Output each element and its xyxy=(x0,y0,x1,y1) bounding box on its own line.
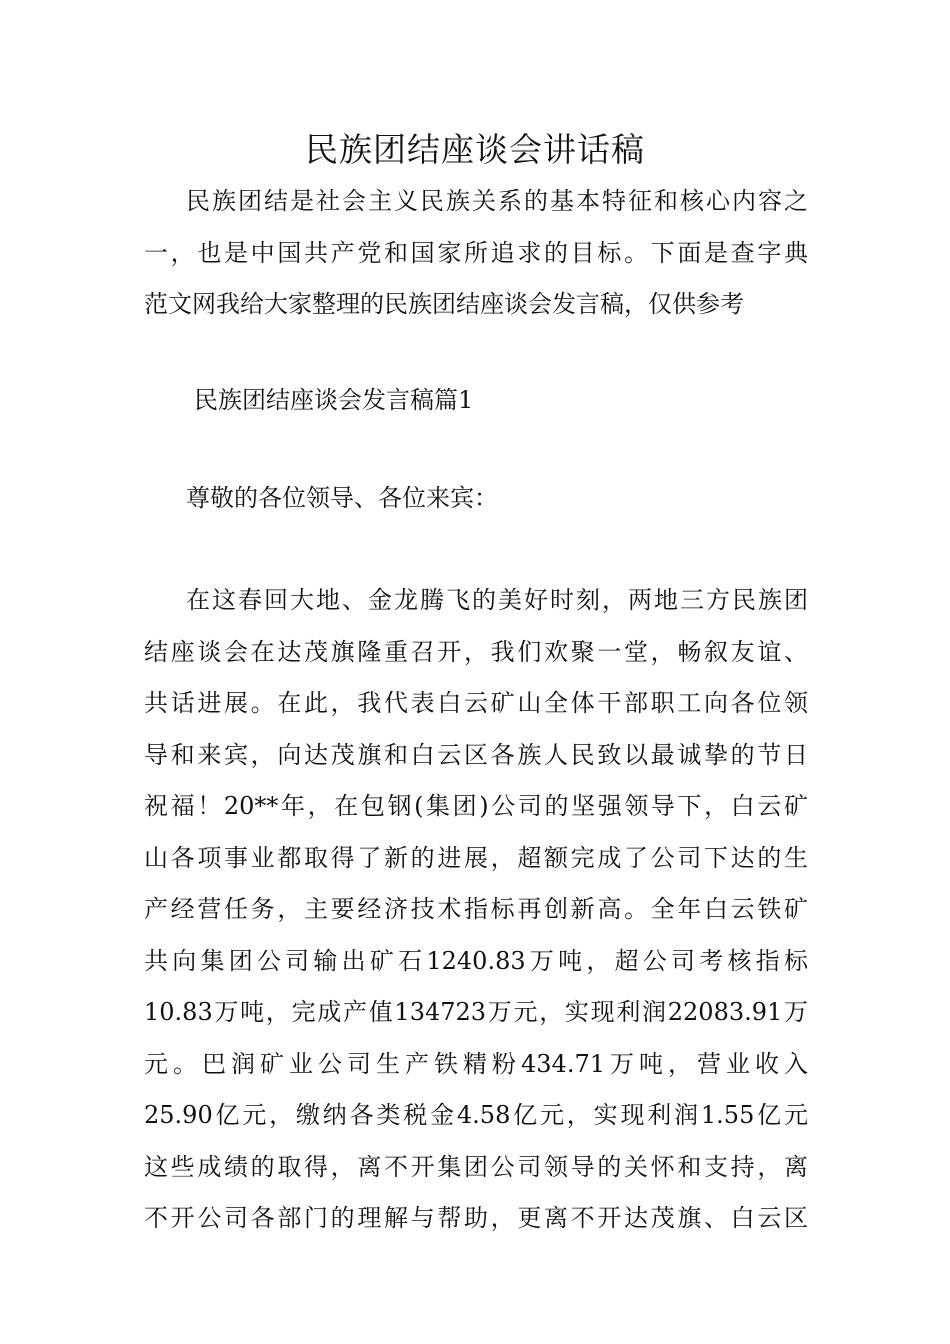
intro-line: 一，也是中国共产党和国家所追求的目标。下面是查字典 xyxy=(144,238,808,267)
body-line: 祝福！20**年，在包钢(集团)公司的坚强领导下，白云矿 xyxy=(144,792,808,820)
body-line: 山各项事业都取得了新的进展，超额完成了公司下达的生 xyxy=(144,843,808,872)
greeting-line: 尊敬的各位领导、各位来宾： xyxy=(186,484,498,512)
body-line: 在这春回大地、金龙腾飞的美好时刻，两地三方民族团 xyxy=(186,586,808,614)
body-paragraph xyxy=(144,575,808,1245)
body-line: 这些成绩的取得，离不开集团公司领导的关怀和支持，离 xyxy=(144,1152,808,1181)
body-line: 不开公司各部门的理解与帮助，更离不开达茂旗、白云区 xyxy=(144,1204,808,1232)
body-line: 共向集团公司输出矿石1240.83万吨，超公司考核指标 xyxy=(144,946,808,975)
document-title: 民族团结座谈会讲话稿 xyxy=(305,130,645,169)
section-heading: 民族团结座谈会发言稿篇1 xyxy=(194,386,474,414)
body-line: 导和来宾，向达茂旗和白云区各族人民致以最诚挚的节日 xyxy=(144,740,808,769)
body-line: 25.90亿元，缴纳各类税金4.58亿元，实现利润1.55亿元 xyxy=(144,1101,808,1129)
intro-line: 民族团结是社会主义民族关系的基本特征和核心内容之 xyxy=(186,187,808,215)
body-line: 共话进展。在此，我代表白云矿山全体干部职工向各位领 xyxy=(144,689,808,717)
intro-paragraph xyxy=(144,176,808,331)
body-line: 产经营任务，主要经济技术指标再创新高。全年白云铁矿 xyxy=(144,895,808,923)
body-line: 10.83万吨，完成产值134723万元，实现利润22083.91万 xyxy=(144,998,808,1026)
intro-line: 范文网我给大家整理的民族团结座谈会发言稿，仅供参考 xyxy=(144,290,744,318)
body-line: 元。巴润矿业公司生产铁精粉434.71万吨，营业收入 xyxy=(144,1049,808,1078)
body-line: 结座谈会在达茂旗隆重召开，我们欢聚一堂，畅叙友谊、 xyxy=(144,637,808,666)
